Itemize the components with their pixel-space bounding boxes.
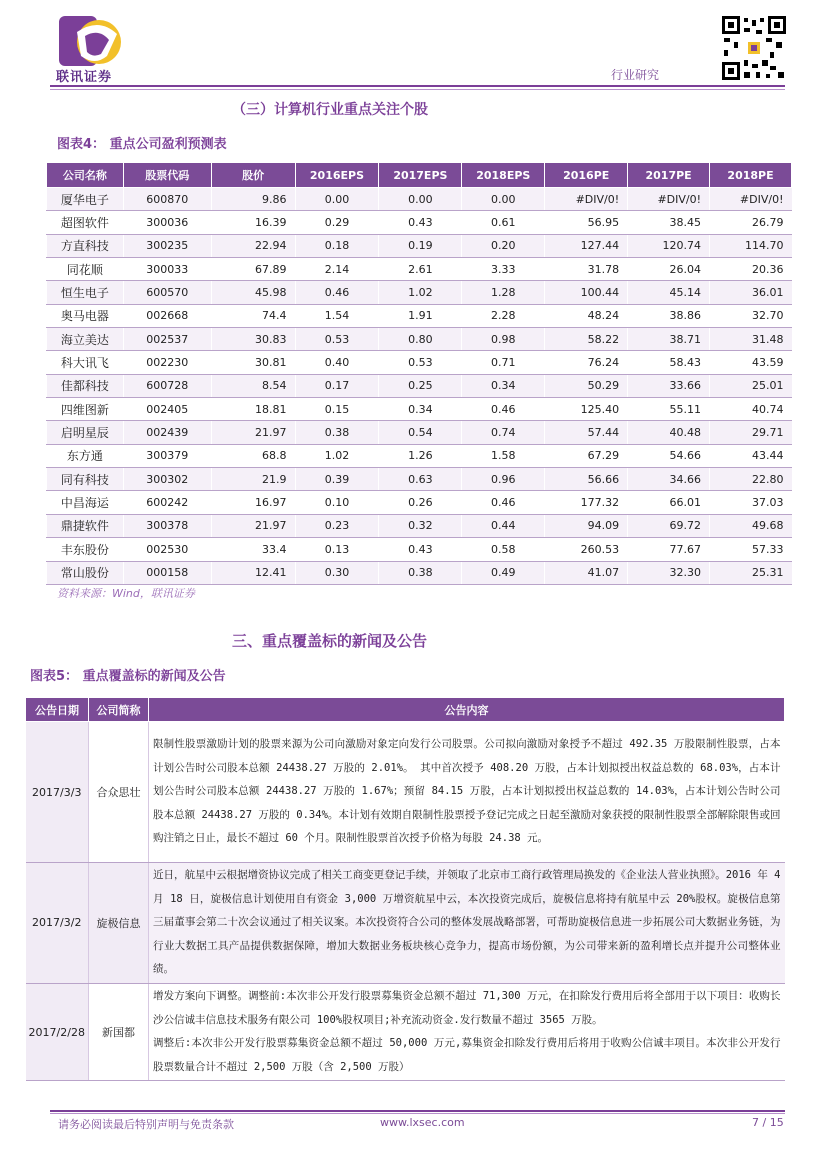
- table-row: [47, 281, 792, 304]
- company-name: 佳都科技: [47, 374, 124, 397]
- eps-2016: 0.17: [295, 374, 379, 397]
- column-header: 2018PE: [710, 163, 792, 188]
- stock-price: 22.94: [211, 234, 295, 257]
- stock-code: 300379: [123, 444, 211, 467]
- eps-2017: 0.54: [379, 421, 462, 444]
- table-row: [47, 188, 792, 211]
- website-link[interactable]: www.lxsec.com: [380, 1116, 465, 1129]
- table-row: [47, 514, 792, 537]
- figure4-title: 图表4： 重点公司盈利预测表: [57, 137, 227, 152]
- pe-2017: #DIV/0!: [628, 188, 710, 211]
- stock-code: 600728: [123, 374, 211, 397]
- eps-2018: 0.34: [462, 374, 545, 397]
- eps-2018: 0.98: [462, 328, 545, 351]
- stock-price: 21.9: [211, 468, 295, 491]
- pe-2018: 25.01: [710, 374, 792, 397]
- eps-2016: 0.00: [295, 188, 379, 211]
- pe-2016: 41.07: [545, 561, 628, 584]
- stock-price: 18.81: [211, 398, 295, 421]
- eps-2017: 0.19: [379, 234, 462, 257]
- footer-divider-thin: [50, 1113, 785, 1114]
- eps-2016: 0.53: [295, 328, 379, 351]
- pe-2016: 50.29: [545, 374, 628, 397]
- column-header: 公告日期: [26, 698, 89, 722]
- company-name: 科大讯飞: [47, 351, 124, 374]
- pe-2016: 100.44: [545, 281, 628, 304]
- company-name: 丰东股份: [47, 538, 124, 561]
- stock-code: 300235: [123, 234, 211, 257]
- table-row: [26, 722, 785, 863]
- pe-2016: 31.78: [545, 258, 628, 281]
- pe-2017: 66.01: [628, 491, 710, 514]
- stock-code: 600870: [123, 188, 211, 211]
- stock-price: 45.98: [211, 281, 295, 304]
- column-header: 2017PE: [628, 163, 710, 188]
- stock-price: 21.97: [211, 514, 295, 537]
- company-name: 合众思壮: [89, 722, 149, 863]
- company-name: 四维图新: [47, 398, 124, 421]
- pe-2018: 32.70: [710, 304, 792, 327]
- stock-price: 12.41: [211, 561, 295, 584]
- data-source-note: 资料来源：Wind，联讯证券: [57, 587, 195, 600]
- eps-2018: 1.58: [462, 444, 545, 467]
- stock-code: 002230: [123, 351, 211, 374]
- eps-2017: 0.25: [379, 374, 462, 397]
- table-row: [47, 258, 792, 281]
- pe-2017: 38.86: [628, 304, 710, 327]
- pe-2018: 40.74: [710, 398, 792, 421]
- company-name: 方直科技: [47, 234, 124, 257]
- pe-2018: 36.01: [710, 281, 792, 304]
- eps-2017: 0.63: [379, 468, 462, 491]
- announcement-date: 2017/3/2: [26, 863, 89, 984]
- eps-2017: 0.43: [379, 538, 462, 561]
- pe-2016: #DIV/0!: [545, 188, 628, 211]
- stock-price: 16.97: [211, 491, 295, 514]
- stock-code: 300302: [123, 468, 211, 491]
- eps-2017: 0.80: [379, 328, 462, 351]
- company-name: 中昌海运: [47, 491, 124, 514]
- table-row: [47, 304, 792, 327]
- eps-2016: 0.18: [295, 234, 379, 257]
- sub-heading: （三）计算机行业重点关注个股: [232, 102, 428, 118]
- pe-2016: 67.29: [545, 444, 628, 467]
- stock-price: 68.8: [211, 444, 295, 467]
- eps-2016: 1.02: [295, 444, 379, 467]
- table-row: [26, 983, 785, 1080]
- pe-2017: 55.11: [628, 398, 710, 421]
- eps-2017: 2.61: [379, 258, 462, 281]
- eps-2017: 0.26: [379, 491, 462, 514]
- eps-2016: 2.14: [295, 258, 379, 281]
- pe-2016: 76.24: [545, 351, 628, 374]
- table-row: [47, 351, 792, 374]
- company-logo-text: 联讯证券: [56, 70, 113, 85]
- eps-2016: 1.54: [295, 304, 379, 327]
- pe-2018: #DIV/0!: [710, 188, 792, 211]
- eps-2017: 0.34: [379, 398, 462, 421]
- eps-2017: 1.26: [379, 444, 462, 467]
- eps-2016: 0.38: [295, 421, 379, 444]
- eps-2016: 0.39: [295, 468, 379, 491]
- pe-2016: 127.44: [545, 234, 628, 257]
- eps-2018: 0.46: [462, 398, 545, 421]
- company-name: 奥马电器: [47, 304, 124, 327]
- stock-code: 002668: [123, 304, 211, 327]
- eps-2018: 0.61: [462, 211, 545, 234]
- pe-2018: 37.03: [710, 491, 792, 514]
- pe-2017: 32.30: [628, 561, 710, 584]
- column-header: 公告内容: [149, 698, 785, 722]
- column-header: 2016PE: [545, 163, 628, 188]
- pe-2017: 54.66: [628, 444, 710, 467]
- column-header: 股价: [211, 163, 295, 188]
- column-header: 公司名称: [47, 163, 124, 188]
- eps-2018: 0.00: [462, 188, 545, 211]
- pe-2016: 56.66: [545, 468, 628, 491]
- eps-2017: 0.53: [379, 351, 462, 374]
- figure5-title: 图表5： 重点覆盖标的新闻及公告: [30, 669, 226, 684]
- eps-2017: 0.43: [379, 211, 462, 234]
- table-row: [47, 491, 792, 514]
- eps-2018: 1.28: [462, 281, 545, 304]
- pe-2018: 43.59: [710, 351, 792, 374]
- pe-2018: 20.36: [710, 258, 792, 281]
- page-number: 7 / 15: [752, 1116, 784, 1129]
- pe-2016: 125.40: [545, 398, 628, 421]
- company-name: 厦华电子: [47, 188, 124, 211]
- company-name: 常山股份: [47, 561, 124, 584]
- table-row: [47, 398, 792, 421]
- eps-2018: 0.44: [462, 514, 545, 537]
- eps-2017: 0.00: [379, 188, 462, 211]
- pe-2017: 77.67: [628, 538, 710, 561]
- pe-2017: 120.74: [628, 234, 710, 257]
- stock-price: 30.83: [211, 328, 295, 351]
- table-row: [26, 863, 785, 984]
- eps-2018: 0.71: [462, 351, 545, 374]
- eps-2018: 0.58: [462, 538, 545, 561]
- pe-2018: 57.33: [710, 538, 792, 561]
- announcement-content: [149, 983, 785, 1080]
- company-name: 启明星辰: [47, 421, 124, 444]
- column-header: 2018EPS: [462, 163, 545, 188]
- stock-code: 002439: [123, 421, 211, 444]
- table-header-row: [26, 698, 785, 722]
- pe-2018: 49.68: [710, 514, 792, 537]
- pe-2016: 177.32: [545, 491, 628, 514]
- section-label: 行业研究: [611, 68, 660, 82]
- pe-2017: 40.48: [628, 421, 710, 444]
- pe-2017: 26.04: [628, 258, 710, 281]
- pe-2018: 43.44: [710, 444, 792, 467]
- table-row: [47, 328, 792, 351]
- stock-price: 16.39: [211, 211, 295, 234]
- stock-price: 8.54: [211, 374, 295, 397]
- stock-price: 30.81: [211, 351, 295, 374]
- pe-2016: 94.09: [545, 514, 628, 537]
- table-header-row: [47, 163, 792, 188]
- pe-2018: 22.80: [710, 468, 792, 491]
- company-name: 旋极信息: [89, 863, 149, 984]
- eps-2018: 2.28: [462, 304, 545, 327]
- column-header: 股票代码: [123, 163, 211, 188]
- pe-2017: 34.66: [628, 468, 710, 491]
- profit-forecast-table: [46, 162, 792, 585]
- eps-2016: 0.30: [295, 561, 379, 584]
- pe-2017: 38.71: [628, 328, 710, 351]
- company-name: 同花顺: [47, 258, 124, 281]
- eps-2018: 0.74: [462, 421, 545, 444]
- table-row: [47, 538, 792, 561]
- pe-2016: 260.53: [545, 538, 628, 561]
- table-row: [47, 234, 792, 257]
- eps-2016: 0.23: [295, 514, 379, 537]
- stock-price: 33.4: [211, 538, 295, 561]
- qr-code-icon: [722, 16, 786, 80]
- header-divider-thin: [50, 89, 785, 90]
- eps-2018: 3.33: [462, 258, 545, 281]
- eps-2016: 0.10: [295, 491, 379, 514]
- pe-2017: 58.43: [628, 351, 710, 374]
- header-divider: [50, 85, 785, 87]
- stock-code: 002530: [123, 538, 211, 561]
- stock-code: 002537: [123, 328, 211, 351]
- eps-2018: 0.46: [462, 491, 545, 514]
- section-title: 三、重点覆盖标的新闻及公告: [232, 632, 428, 650]
- company-name: 新国都: [89, 983, 149, 1080]
- company-name: 恒生电子: [47, 281, 124, 304]
- stock-code: 300378: [123, 514, 211, 537]
- stock-code: 600570: [123, 281, 211, 304]
- eps-2016: 0.40: [295, 351, 379, 374]
- company-name: 东方通: [47, 444, 124, 467]
- stock-code: 300033: [123, 258, 211, 281]
- stock-code: 600242: [123, 491, 211, 514]
- eps-2016: 0.13: [295, 538, 379, 561]
- stock-price: 67.89: [211, 258, 295, 281]
- eps-2017: 1.02: [379, 281, 462, 304]
- company-name: 超图软件: [47, 211, 124, 234]
- pe-2018: 114.70: [710, 234, 792, 257]
- pe-2017: 33.66: [628, 374, 710, 397]
- disclaimer-link[interactable]: 请务必阅读最后特别声明与免责条款: [58, 1118, 234, 1131]
- table-row: [47, 211, 792, 234]
- pe-2017: 38.45: [628, 211, 710, 234]
- table-row: [47, 421, 792, 444]
- stock-price: 74.4: [211, 304, 295, 327]
- pe-2018: 31.48: [710, 328, 792, 351]
- announcement-content: 近日，航星中云根据增资协议完成了相关工商变更登记手续，并领取了北京市工商行政管理局换发的《企业法人营业执照》。2016 年 4 月 18 日，旋极信息计划使用自有资金 3,000 万增资航星中云，本次投资完成后，旋极信息将持有航星中云 20%股权。旋极信息第三届董事会第二十次会议通过了相关议案。本次投资符合公司的整体发展战略部署，可帮助旋极信息进一步拓展公司大数据业务链，为行业大数据工具产品提供数据保障，增加大数据业务板块核心竞争力，提高市场份额，为公司带来新的盈利增长点并提升公司整体业绩。: [149, 863, 785, 984]
- pe-2018: 25.31: [710, 561, 792, 584]
- eps-2018: 0.96: [462, 468, 545, 491]
- stock-code: 000158: [123, 561, 211, 584]
- company-name: 海立美达: [47, 328, 124, 351]
- column-header: 2017EPS: [379, 163, 462, 188]
- pe-2016: 56.95: [545, 211, 628, 234]
- column-header: 2016EPS: [295, 163, 379, 188]
- eps-2018: 0.20: [462, 234, 545, 257]
- stock-price: 21.97: [211, 421, 295, 444]
- content-paragraph: 调整后:本次非公开发行股票募集资金总额不超过 50,000 万元,募集资金扣除发行费用后将用于收购公信诚丰项目。本次非公开发行股票数量合计不超过 2,500 万股（含 2,500 万股）: [153, 1037, 781, 1073]
- eps-2016: 0.29: [295, 211, 379, 234]
- content-paragraph: 增发方案向下调整。调整前:本次非公开发行股票募集资金总额不超过 71,300 万元，在扣除发行费用后将全部用于以下项目：收购长沙公信诚丰信息技术服务有限公司 100%股权项目;补充流动资金.发行数量不超过 3565 万股。: [153, 989, 781, 1026]
- company-name: 鼎捷软件: [47, 514, 124, 537]
- pe-2017: 69.72: [628, 514, 710, 537]
- pe-2016: 57.44: [545, 421, 628, 444]
- column-header: 公司简称: [89, 698, 149, 722]
- eps-2016: 0.46: [295, 281, 379, 304]
- table-row: [47, 561, 792, 584]
- stock-price: 9.86: [211, 188, 295, 211]
- pe-2017: 45.14: [628, 281, 710, 304]
- pe-2016: 48.24: [545, 304, 628, 327]
- stock-code: 002405: [123, 398, 211, 421]
- announcement-date: 2017/2/28: [26, 983, 89, 1080]
- table-row: [47, 374, 792, 397]
- eps-2017: 0.32: [379, 514, 462, 537]
- news-announcement-table: [25, 697, 785, 1081]
- stock-code: 300036: [123, 211, 211, 234]
- pe-2018: 29.71: [710, 421, 792, 444]
- company-name: 同有科技: [47, 468, 124, 491]
- eps-2017: 1.91: [379, 304, 462, 327]
- pe-2018: 26.79: [710, 211, 792, 234]
- eps-2017: 0.38: [379, 561, 462, 584]
- table-row: [47, 444, 792, 467]
- eps-2018: 0.49: [462, 561, 545, 584]
- announcement-content: 限制性股票激励计划的股票来源为公司向激励对象定向发行公司股票。公司拟向激励对象授予不超过 492.35 万股限制性股票，占本计划公告时公司股本总额 24438.27 万股的 2.01%。 其中首次授予 408.20 万股，占本计划拟授出权益总数的 68.03%，占本计划公告时公司股本总额 24438.27 万股的 1.67%；预留 84.15 万股，占本计划拟授出权益总数的 14.03%，占本计划公告时公司股本总额 24438.27 万股的 0.34%。本计划有效期自限制性股票授予登记完成之日起至激励对象获授的限制性股票全部解除限售或回购注销之日止，最长不超过 60 个月。限制性股票首次授予价格为每股 24.38 元。: [149, 722, 785, 863]
- footer-divider: [50, 1110, 785, 1112]
- announcement-date: 2017/3/3: [26, 722, 89, 863]
- eps-2016: 0.15: [295, 398, 379, 421]
- pe-2016: 58.22: [545, 328, 628, 351]
- table-row: [47, 468, 792, 491]
